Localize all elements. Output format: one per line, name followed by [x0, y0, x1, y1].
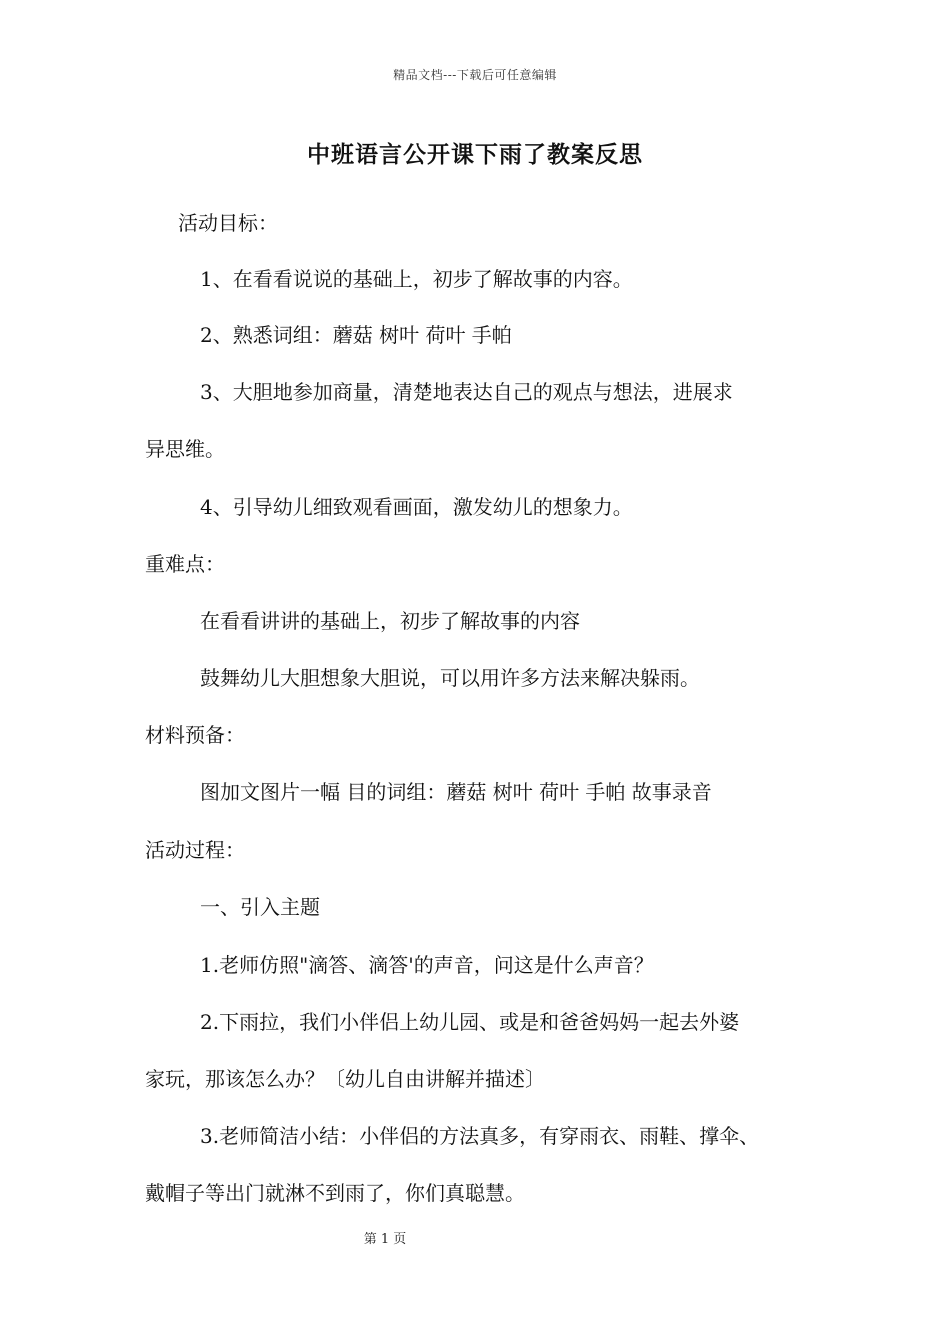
- key-point-1: 在看看讲讲的基础上，初步了解故事的内容: [200, 609, 580, 633]
- process-step-3-line-2: 戴帽子等出门就淋不到雨了，你们真聪慧。: [145, 1181, 525, 1205]
- process-step-2-line-2: 家玩，那该怎么办？〔幼儿自由讲解并描述〕: [145, 1067, 545, 1091]
- process-step-3-line-1: 3.老师简洁小结：小伴侣的方法真多，有穿雨衣、雨鞋、撑伞、: [200, 1124, 760, 1148]
- goal-2: 2、熟悉词组：蘑菇 树叶 荷叶 手帕: [200, 323, 512, 347]
- goal-4: 4、引导幼儿细致观看画面，激发幼儿的想象力。: [200, 495, 633, 519]
- goal-1: 1、在看看说说的基础上，初步了解故事的内容。: [200, 267, 633, 291]
- key-points-heading: 重难点：: [145, 552, 225, 576]
- process-heading: 活动过程：: [145, 838, 245, 862]
- goal-3-line-1: 3、大胆地参加商量，清楚地表达自己的观点与想法，进展求: [200, 380, 733, 404]
- process-step-1: 1.老师仿照"滴答、滴答'的声音，问这是什么声音？: [200, 953, 654, 977]
- materials-heading: 材料预备：: [145, 723, 245, 747]
- page-number: 第 1 页: [363, 1232, 407, 1247]
- goal-3-line-2: 异思维。: [145, 437, 225, 461]
- materials-list: 图加文图片一幅 目的词组：蘑菇 树叶 荷叶 手帕 故事录音: [200, 780, 712, 804]
- document-title: 中班语言公开课下雨了教案反思: [307, 141, 643, 168]
- key-point-2: 鼓舞幼儿大胆想象大胆说，可以用许多方法来解决躲雨。: [200, 666, 700, 690]
- process-step-2-line-1: 2.下雨拉，我们小伴侣上幼儿园、或是和爸爸妈妈一起去外婆: [200, 1010, 740, 1034]
- process-step-heading: 一、引入主题: [200, 895, 320, 919]
- goals-heading: 活动目标：: [178, 211, 278, 235]
- page-header: 精品文档---下载后可任意编辑: [393, 68, 557, 82]
